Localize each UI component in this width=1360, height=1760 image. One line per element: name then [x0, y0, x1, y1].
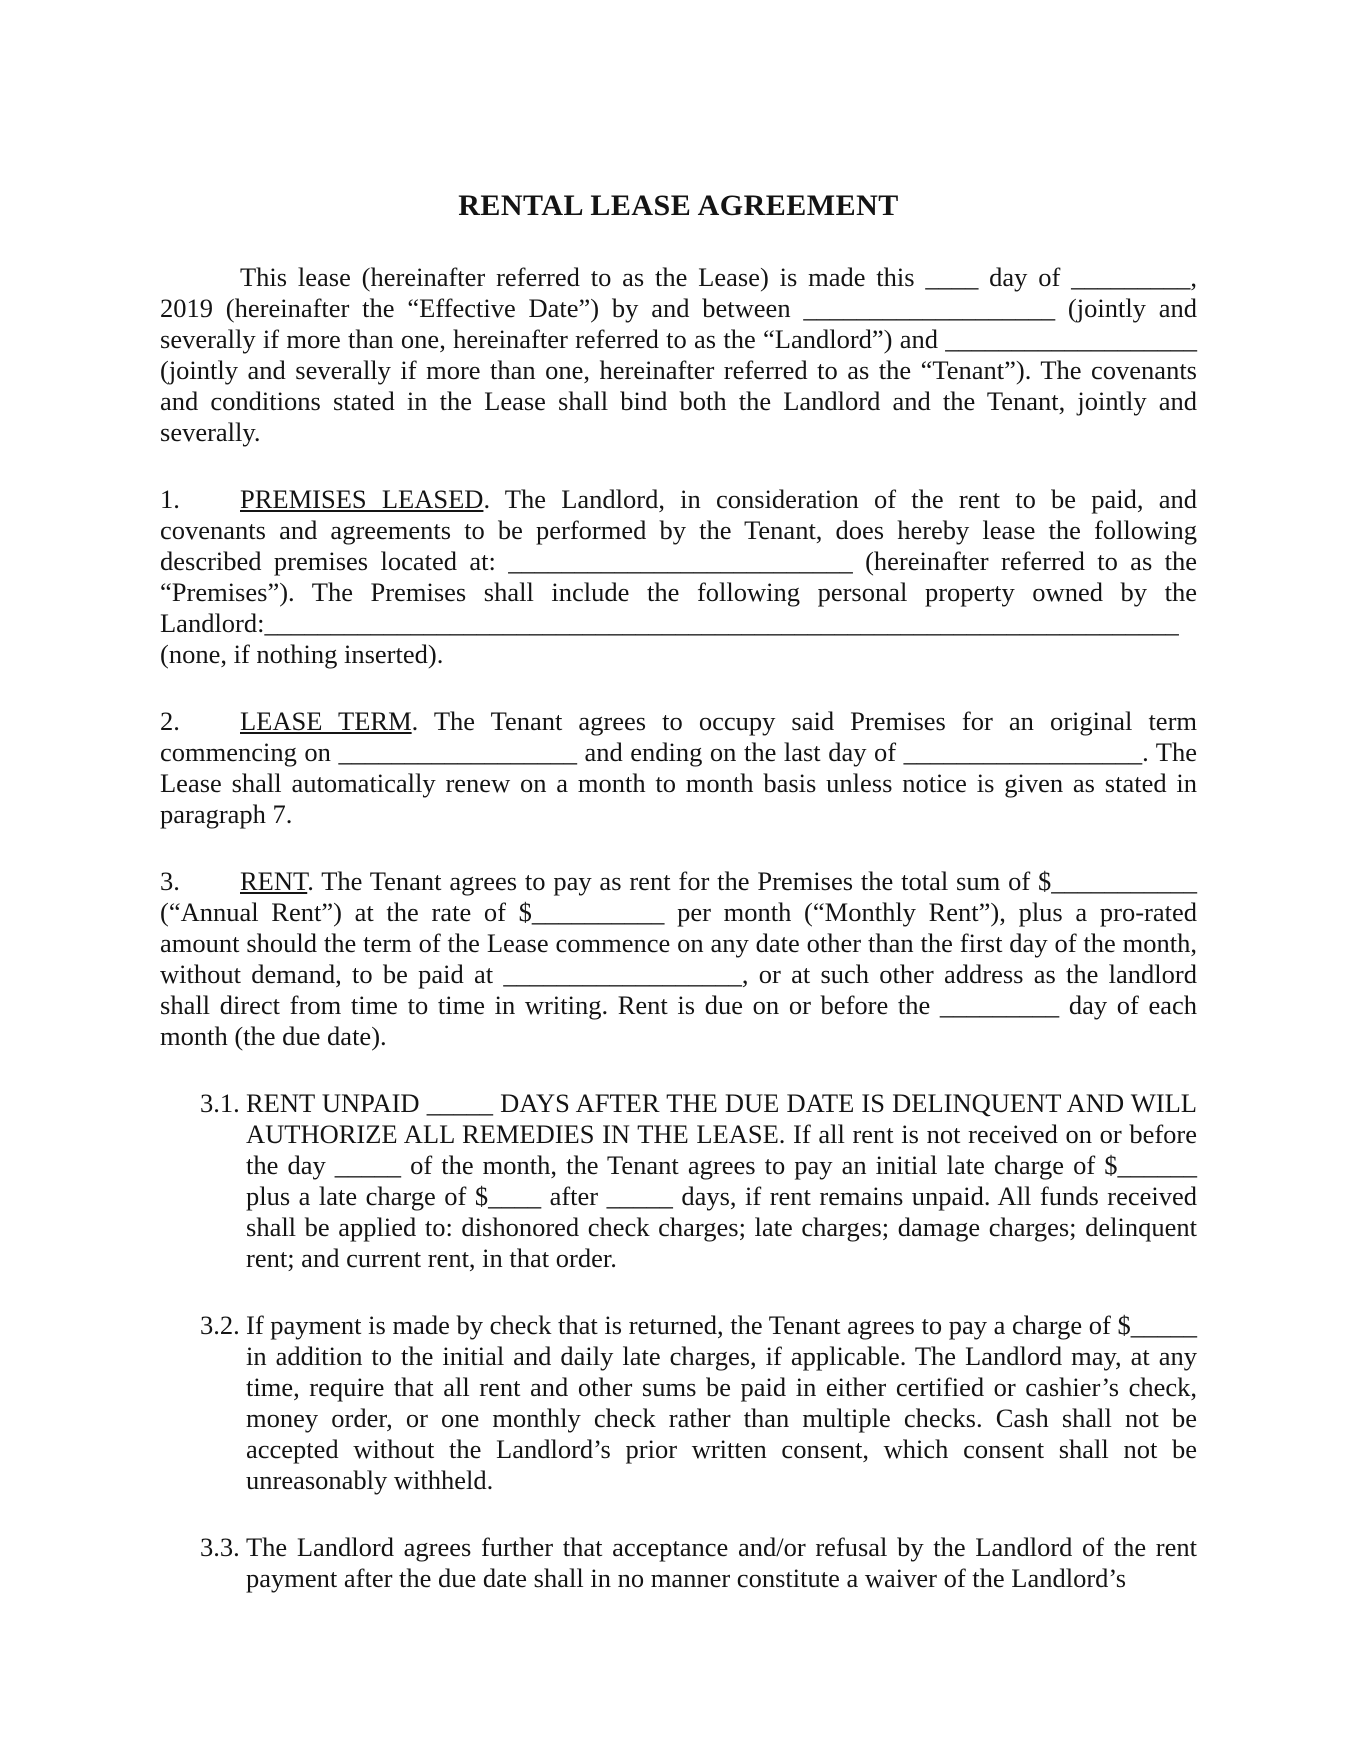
section-3-heading: RENT — [240, 866, 308, 896]
subsection-3-1-text: RENT UNPAID _____ DAYS AFTER THE DUE DATE IS DELINQUENT AND WILL AUTHORIZE ALL REMEDIES IN THE LEASE. If all rent is not received on or before the day _____ of the month, the Tenant agrees to pay an initial late charge of $______ plus a late charge of $____ after _____ days, if rent remains unpaid. All funds received shall be applied to: dishonored check charges; late charges; damage charges; delinquent rent; and current rent, in that order. — [246, 1088, 1197, 1273]
section-1-heading: PREMISES LEASED — [240, 484, 484, 514]
section-1-number: 1. — [160, 484, 180, 514]
subsection-3-3-text: The Landlord agrees further that acceptance and/or refusal by the Landlord of the rent payment after the due date shall in no manner constitute a waiver of the Landlord’s — [246, 1532, 1197, 1593]
section-2-heading: LEASE TERM — [240, 706, 412, 736]
subsection-3-1 — [200, 1088, 1197, 1274]
section-1-premises-leased — [160, 484, 1197, 670]
subsection-3-2-number: 3.2. — [200, 1310, 240, 1340]
section-3-text: . The Tenant agrees to pay as rent for the Premises the total sum of $___________ (“Annual Rent”) at the rate of $__________ per month (“Monthly Rent”), plus a pro-rated amount should the term of the Lease commence on any date other than the first day of the month, without demand, to be paid at __________________, or at such other address as the landlord shall direct from time to time in writing. Rent is due on or before the _________ day of each month (the due date). — [160, 866, 1197, 1051]
section-3-number: 3. — [160, 866, 180, 896]
intro-paragraph: This lease (hereinafter referred to as the Lease) is made this ____ day of _________, 2019 (hereinafter the “Effective Date”) by and between ___________________ (jointly and severally if more than one, hereinafter referred to as the “Landlord”) and ___________________ (jointly and severally if more than one, hereinafter referred to as the “Tenant”). The covenants and conditions stated in the Lease shall bind both the Landlord and the Tenant, jointly and severally. — [160, 262, 1197, 447]
section-2-lease-term — [160, 706, 1197, 830]
document-title: RENTAL LEASE AGREEMENT — [458, 189, 899, 222]
section-2-number: 2. — [160, 706, 180, 736]
subsection-3-1-number: 3.1. — [200, 1088, 240, 1118]
subsection-3-3-number: 3.3. — [200, 1532, 240, 1562]
section-3-rent — [160, 866, 1197, 1052]
section-2-text: . The Tenant agrees to occupy said Premises for an original term commencing on __________________ and ending on the last day of __________________. The Lease shall automatically renew on a month to month basis unless notice is given as stated in paragraph 7. — [160, 706, 1197, 829]
section-1-text: . The Landlord, in consideration of the rent to be paid, and covenants and agreements to be performed by the Tenant, does hereby lease the following described premises located at: __________________________ (hereinafter referred to as the “Premises”). The Premises shall include the following personal property owned by the Landlord:_____________________________________________________________________ (none, if nothing inserted). — [160, 484, 1197, 669]
subsection-3-2 — [200, 1310, 1197, 1496]
subsection-3-2-text: If payment is made by check that is returned, the Tenant agrees to pay a charge of $_____ in addition to the initial and daily late charges, if applicable. The Landlord may, at any time, require that all rent and other sums be paid in either certified or cashier’s check, money order, or one monthly check rather than multiple checks. Cash shall not be accepted without the Landlord’s prior written consent, which consent shall not be unreasonably withheld. — [246, 1310, 1197, 1495]
subsection-3-3 — [200, 1532, 1197, 1594]
